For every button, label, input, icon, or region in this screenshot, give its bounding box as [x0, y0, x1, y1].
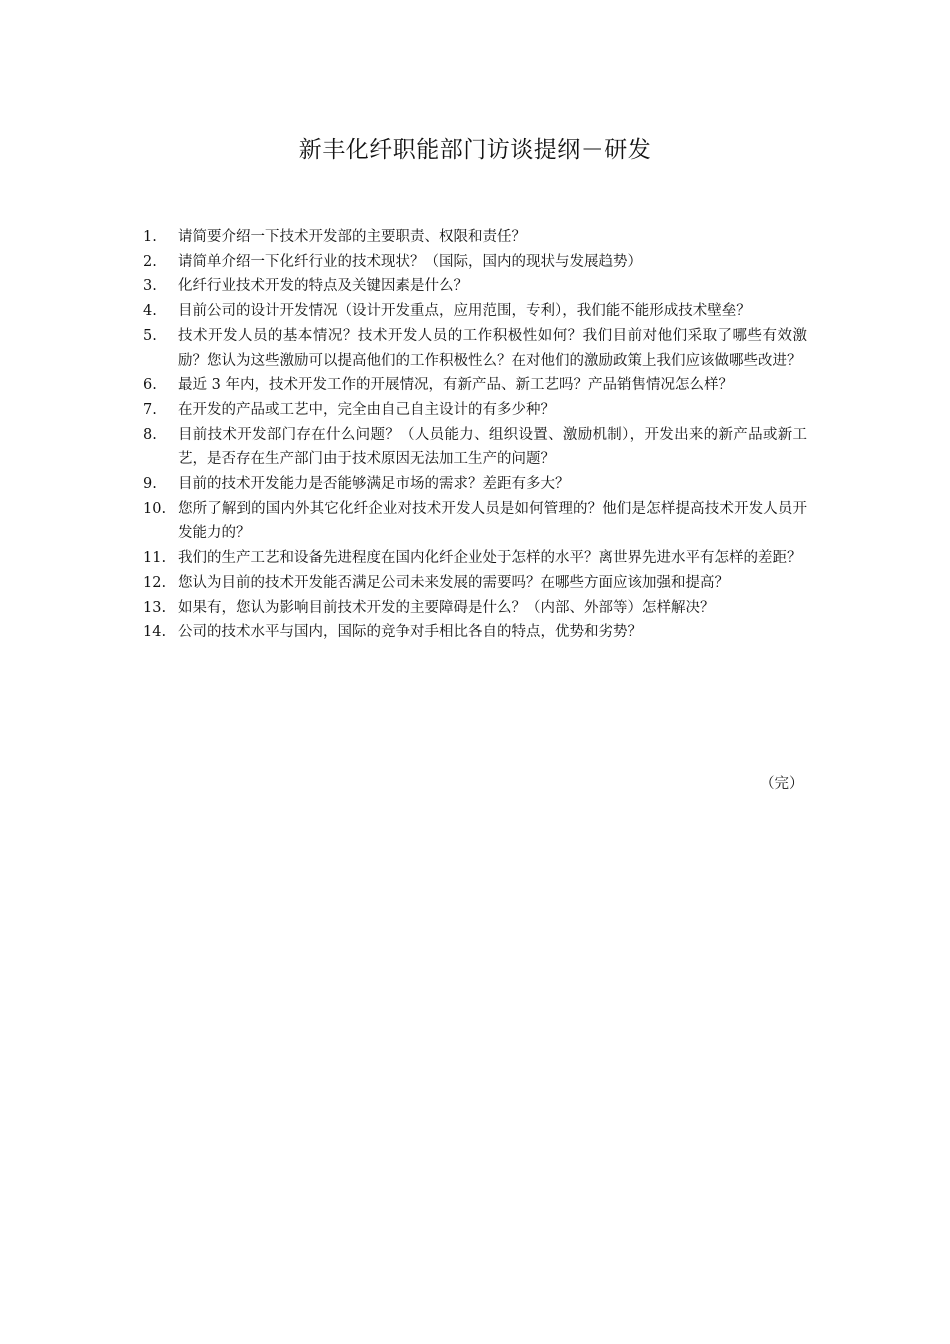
list-item: [143, 423, 807, 472]
item-number: 9.: [143, 476, 157, 493]
item-text: 您认为目前的技术开发能否满足公司未来发展的需要吗？在哪些方面应该加强和提高？: [178, 574, 729, 591]
item-text: 化纤行业技术开发的特点及关键因素是什么？: [178, 278, 468, 295]
list-item: [143, 596, 807, 621]
end-mark: （完）: [760, 776, 804, 792]
item-text: 技术开发人员的基本情况？技术开发人员的工作积极性如何？我们目前对他们采取了哪些有效激励？您认为这些激励可以提高他们的工作积极性么？在对他们的激励政策上我们应该做哪些改进？: [178, 327, 807, 369]
item-number: 14.: [143, 624, 167, 641]
item-number: 1.: [143, 229, 157, 245]
list-item: [143, 571, 807, 596]
item-text: 您所了解到的国内外其它化纤企业对技术开发人员是如何管理的？他们是怎样提高技术开发人员开发能力的？: [178, 500, 807, 542]
item-text: 最近 3 年内，技术开发工作的开展情况，有新产品、新工艺吗？产品销售情况怎么样？: [178, 377, 733, 394]
item-text: 如果有，您认为影响目前技术开发的主要障碍是什么？（内部、外部等）怎样解决？: [178, 599, 715, 616]
list-item: [143, 324, 807, 373]
item-number: 10.: [143, 500, 167, 517]
list-item: [143, 398, 807, 423]
item-text: 请简单介绍一下化纤行业的技术现状？（国际，国内的现状与发展趋势）: [178, 253, 642, 270]
item-text: 目前技术开发部门存在什么问题？（人员能力、组织设置、激励机制），开发出来的新产品或新工艺，是否存在生产部门由于技术原因无法加工生产的问题？: [178, 426, 807, 468]
item-number: 12.: [143, 574, 167, 591]
item-number: 3.: [143, 278, 157, 295]
list-item: [143, 250, 807, 275]
item-number: 13.: [143, 599, 167, 616]
item-number: 2.: [143, 253, 157, 270]
page-title: 新丰化纤职能部门访谈提纲－研发: [298, 137, 652, 163]
item-text: 在开发的产品或工艺中，完全由自己自主设计的有多少种？: [178, 401, 555, 418]
item-text: 公司的技术水平与国内，国际的竞争对手相比各自的特点，优势和劣势？: [178, 624, 642, 641]
list-item: [143, 373, 807, 398]
item-number: 6.: [143, 377, 157, 394]
list-item: [143, 497, 807, 546]
list-item: [143, 620, 807, 645]
item-text: 目前公司的设计开发情况（设计开发重点，应用范围，专利），我们能不能形成技术壁垒？: [178, 303, 751, 320]
list-item: [143, 274, 807, 299]
list-item: [143, 299, 807, 324]
item-number: 8.: [143, 426, 157, 443]
list-item: [143, 472, 807, 497]
list-item: [143, 225, 807, 250]
item-number: 5.: [143, 327, 157, 344]
list-item: [143, 546, 807, 571]
item-number: 11.: [143, 550, 167, 567]
item-number: 4.: [143, 303, 157, 320]
item-number: 7.: [143, 401, 157, 418]
item-text: 目前的技术开发能力是否能够满足市场的需求？差距有多大？: [178, 476, 570, 493]
question-list: [143, 225, 807, 645]
item-text: 请简要介绍一下技术开发部的主要职责、权限和责任？: [178, 229, 526, 245]
item-text: 我们的生产工艺和设备先进程度在国内化纤企业处于怎样的水平？离世界先进水平有怎样的差距？: [178, 550, 802, 567]
